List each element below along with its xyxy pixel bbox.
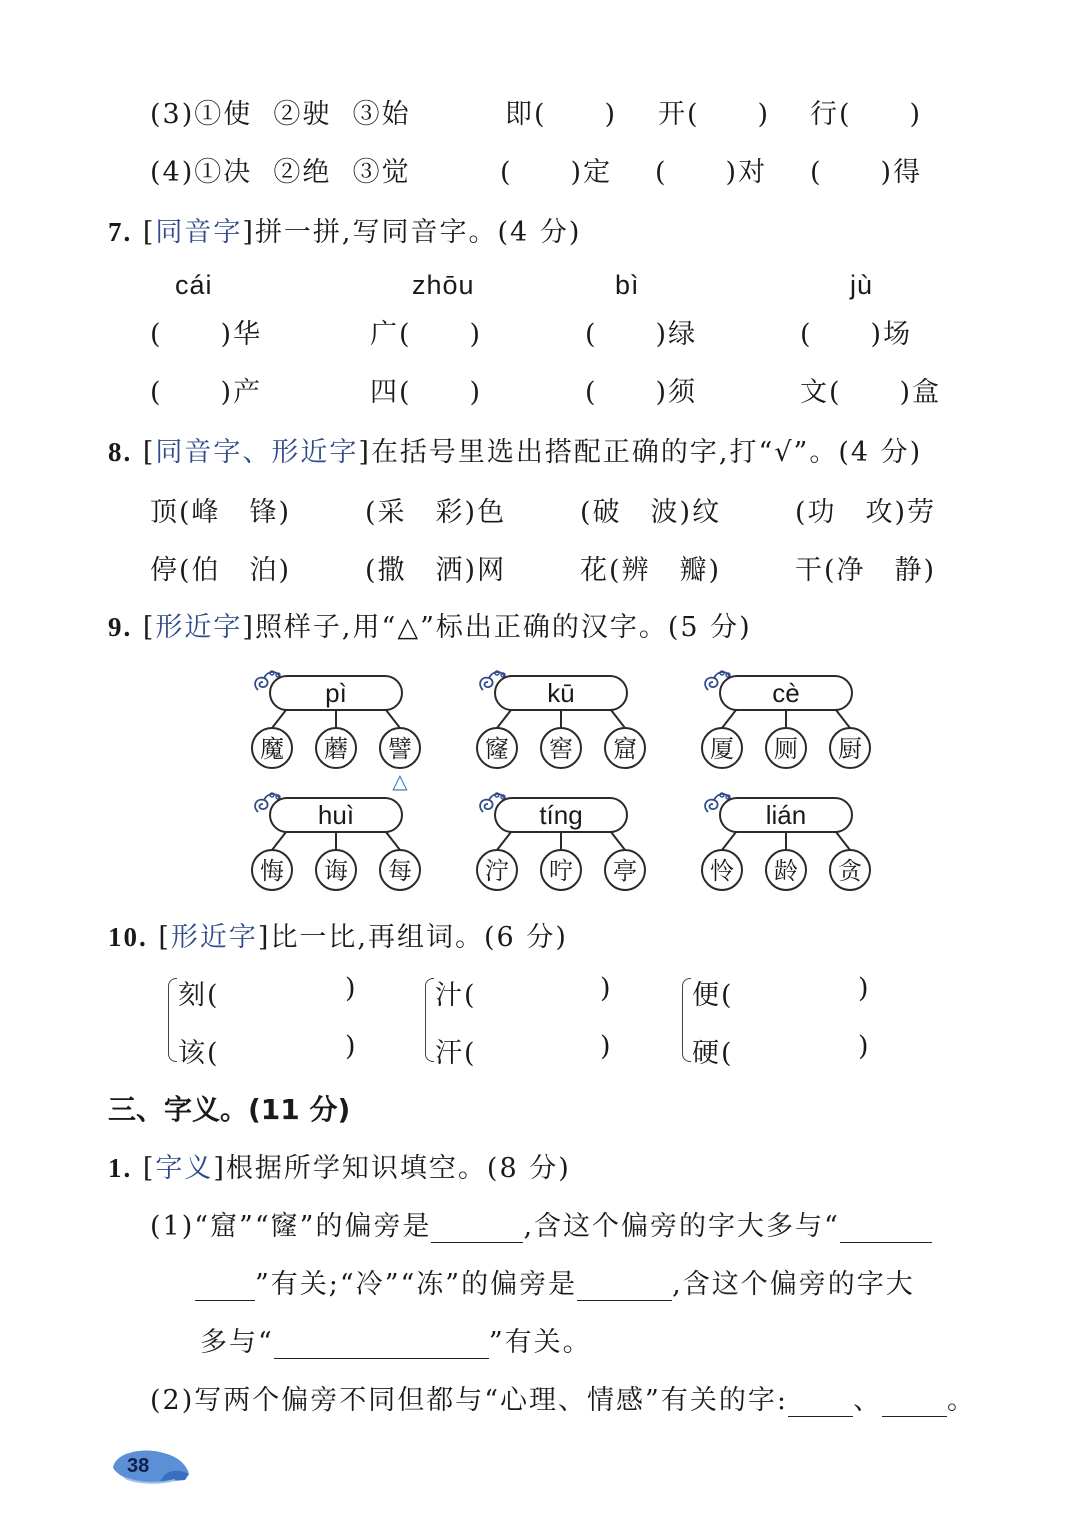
q9-instruction: 照样子,用“△”标出正确的汉字。(5 分) — [254, 612, 752, 643]
branch-lines — [722, 710, 850, 728]
q6-row-3-item-2[interactable]: 开( ) — [658, 99, 771, 130]
q9-tag: 形近字 — [155, 612, 243, 643]
q10-instruction: 比一比,再组词。(6 分) — [270, 922, 568, 953]
s3-q1-number: 1. — [108, 1153, 133, 1183]
page-number-badge — [105, 1440, 195, 1490]
q9-group — [252, 793, 420, 890]
s3-q1-p1-line1 — [150, 1204, 932, 1243]
q9-group — [477, 793, 645, 890]
q10-pair1-bottom[interactable]: 该( — [178, 1038, 220, 1069]
candidate-char: 厦 — [710, 735, 734, 763]
pinyin-label: lián — [765, 800, 807, 830]
candidate-char: 诲 — [324, 857, 348, 885]
s3-q1-p2-end: 。 — [946, 1385, 976, 1416]
branch-lines — [272, 710, 400, 728]
radical-blank-2[interactable] — [577, 1274, 672, 1301]
q8-row2-item-1[interactable]: 停(伯 泊) — [150, 555, 292, 586]
q10-pair1-top-close: ) — [345, 973, 358, 1004]
q8-tag: 同音字、形近字 — [155, 437, 359, 468]
q6-row-4-item-3[interactable]: ( )得 — [810, 157, 923, 188]
q8-row1-item-2[interactable]: (采 彩)色 — [365, 497, 507, 528]
q7-row2-item-2[interactable]: 四( ) — [370, 377, 483, 408]
s3-q1-p1-line2 — [195, 1262, 915, 1301]
q10-brace-1 — [168, 978, 177, 1062]
meaning-blank-2[interactable] — [274, 1332, 489, 1359]
candidate-char: 譬 — [388, 735, 412, 763]
q7-row2-item-1[interactable]: ( )产 — [150, 377, 263, 408]
q7-pinyin-3: bì — [615, 270, 640, 300]
q7-row1-item-3[interactable]: ( )绿 — [585, 319, 698, 350]
q10-pair2-bottom[interactable]: 汗( — [435, 1038, 477, 1069]
q8-row1-item-4[interactable]: (功 攻)劳 — [795, 497, 937, 528]
q6-row-3-label: (3)①使 ②驶 ③始 — [150, 99, 411, 130]
q8-row1-item-3[interactable]: (破 波)纹 — [580, 497, 722, 528]
q6-row-3 — [150, 92, 411, 131]
q7-row1-item-4[interactable]: ( )场 — [800, 319, 913, 350]
s3-q1-p1-text-e: 多与“ — [200, 1327, 274, 1358]
q8-row1-item-1[interactable]: 顶(峰 锋) — [150, 497, 292, 528]
s3-q1-p1-text-d: ,含这个偏旁的字大 — [672, 1269, 915, 1300]
q10-pair3-bottom-close: ) — [858, 1031, 871, 1062]
s3-q1-heading: 1. [字义]根据所学知识填空。(8 分) — [108, 1153, 571, 1184]
s3-q1-p1-text-c: ”有关;“冷”“冻”的偏旁是 — [255, 1269, 578, 1300]
candidate-char: 龄 — [774, 857, 798, 885]
q9-group — [477, 671, 645, 768]
q10-pair2-bottom-close: ) — [600, 1031, 613, 1062]
q9-diagram — [240, 660, 900, 900]
triangle-mark-icon: △ — [392, 769, 408, 793]
q7-number: 7. — [108, 217, 133, 247]
q7-row1-item-2[interactable]: 广( ) — [370, 319, 483, 350]
q7-pinyin-1: cái — [175, 270, 213, 300]
q9-group — [252, 671, 420, 793]
q7-pinyin-2: zhōu — [412, 270, 475, 300]
candidate-char: 窿 — [485, 735, 509, 763]
s3-q1-p2-text-a: (2)写两个偏旁不同但都与“心理、情感”有关的字: — [150, 1385, 788, 1416]
char-blank-2[interactable] — [882, 1390, 947, 1417]
candidate-char: 蘑 — [324, 735, 348, 763]
candidate-char: 怜 — [710, 857, 734, 885]
candidate-char: 厨 — [838, 735, 862, 763]
s3-q1-p1-text-b: ,含这个偏旁的字大多与“ — [523, 1211, 840, 1242]
q7-instruction: 拼一拼,写同音字。(4 分) — [254, 217, 582, 248]
q10-pair2-top[interactable]: 汁( — [435, 980, 477, 1011]
q7-row2-item-3[interactable]: ( )须 — [585, 377, 698, 408]
s3-q1-p1-line3 — [200, 1320, 592, 1359]
candidate-char: 亭 — [613, 857, 637, 885]
q6-row-3-item-3[interactable]: 行( ) — [810, 99, 923, 130]
q7-row2-item-4[interactable]: 文( )盒 — [800, 377, 942, 408]
q10-pair3-top[interactable]: 便( — [692, 980, 734, 1011]
pinyin-label: tíng — [539, 800, 583, 830]
q8-instruction: 在括号里选出搭配正确的字,打“√”。(4 分) — [370, 437, 923, 468]
candidate-char: 窖 — [549, 735, 573, 763]
candidate-char: 泞 — [485, 857, 509, 885]
candidate-char: 窟 — [613, 735, 637, 763]
candidate-char: 每 — [388, 857, 412, 885]
q6-row-4-item-1[interactable]: ( )定 — [500, 157, 613, 188]
q9-number: 9. — [108, 612, 133, 642]
s3-q1-p2-separator: 、 — [852, 1385, 882, 1416]
section-3-title: 三、字义。(11 分) — [108, 1093, 351, 1126]
branch-lines — [272, 832, 400, 850]
q10-heading: 10. [形近字]比一比,再组词。(6 分) — [108, 922, 568, 953]
q6-row-4-item-2[interactable]: ( )对 — [655, 157, 768, 188]
pinyin-label: huì — [317, 800, 355, 830]
q10-pair1-top[interactable]: 刻( — [178, 980, 220, 1011]
q10-number: 10. — [108, 922, 148, 952]
candidate-char: 贪 — [838, 857, 862, 885]
q10-pair3-top-close: ) — [858, 973, 871, 1004]
q10-pair1-bottom-close: ) — [345, 1031, 358, 1062]
q6-row-3-item-1[interactable]: 即( ) — [505, 99, 618, 130]
branch-lines — [722, 832, 850, 850]
q8-row2-item-3[interactable]: 花(辨 瓣) — [580, 555, 722, 586]
candidate-char: 悔 — [260, 857, 284, 885]
branch-lines — [497, 710, 625, 728]
q8-row2-item-4[interactable]: 干(净 静) — [795, 555, 937, 586]
page-number: 38 — [127, 1455, 150, 1477]
q10-brace-3 — [682, 978, 691, 1062]
q10-pair2-top-close: ) — [600, 973, 613, 1004]
s3-q1-p2 — [150, 1378, 976, 1417]
candidate-char: 厕 — [774, 735, 798, 763]
meaning-blank-1b[interactable] — [195, 1274, 255, 1301]
q7-heading: 7. [同音字]拼一拼,写同音字。(4 分) — [108, 217, 582, 248]
char-blank-1[interactable] — [788, 1390, 853, 1417]
q10-tag: 形近字 — [170, 922, 258, 953]
q7-row1-item-1[interactable]: ( )华 — [150, 319, 263, 350]
q7-pinyin-4: jù — [850, 270, 874, 300]
s3-q1-tag: 字义 — [155, 1153, 214, 1184]
s3-q1-p1-text-a: (1)“窟”“窿”的偏旁是 — [150, 1211, 432, 1242]
pinyin-label: kū — [547, 678, 575, 708]
branch-lines — [497, 832, 625, 850]
pinyin-label: cè — [772, 678, 800, 708]
q8-number: 8. — [108, 437, 133, 467]
q9-group — [702, 671, 870, 768]
candidate-char: 咛 — [549, 857, 573, 885]
pinyin-label: pì — [325, 678, 347, 708]
s3-q1-p1-text-f: ”有关。 — [488, 1327, 592, 1358]
meaning-blank-1a[interactable] — [840, 1216, 932, 1243]
candidate-char: 魔 — [260, 735, 284, 763]
q10-pair3-bottom[interactable]: 硬( — [692, 1038, 734, 1069]
q9-group — [702, 793, 870, 890]
q8-row2-item-2[interactable]: (撒 洒)网 — [365, 555, 507, 586]
q6-row-4-label: (4)①决 ②绝 ③觉 — [150, 157, 411, 188]
radical-blank-1[interactable] — [431, 1216, 523, 1243]
q6-row-4 — [150, 150, 411, 189]
q10-brace-2 — [425, 978, 434, 1062]
q9-heading: 9. [形近字]照样子,用“△”标出正确的汉字。(5 分) — [108, 612, 752, 643]
q8-heading: 8. [同音字、形近字]在括号里选出搭配正确的字,打“√”。(4 分) — [108, 437, 923, 468]
q7-tag: 同音字 — [155, 217, 243, 248]
s3-q1-instruction: 根据所学知识填空。(8 分) — [225, 1153, 571, 1184]
